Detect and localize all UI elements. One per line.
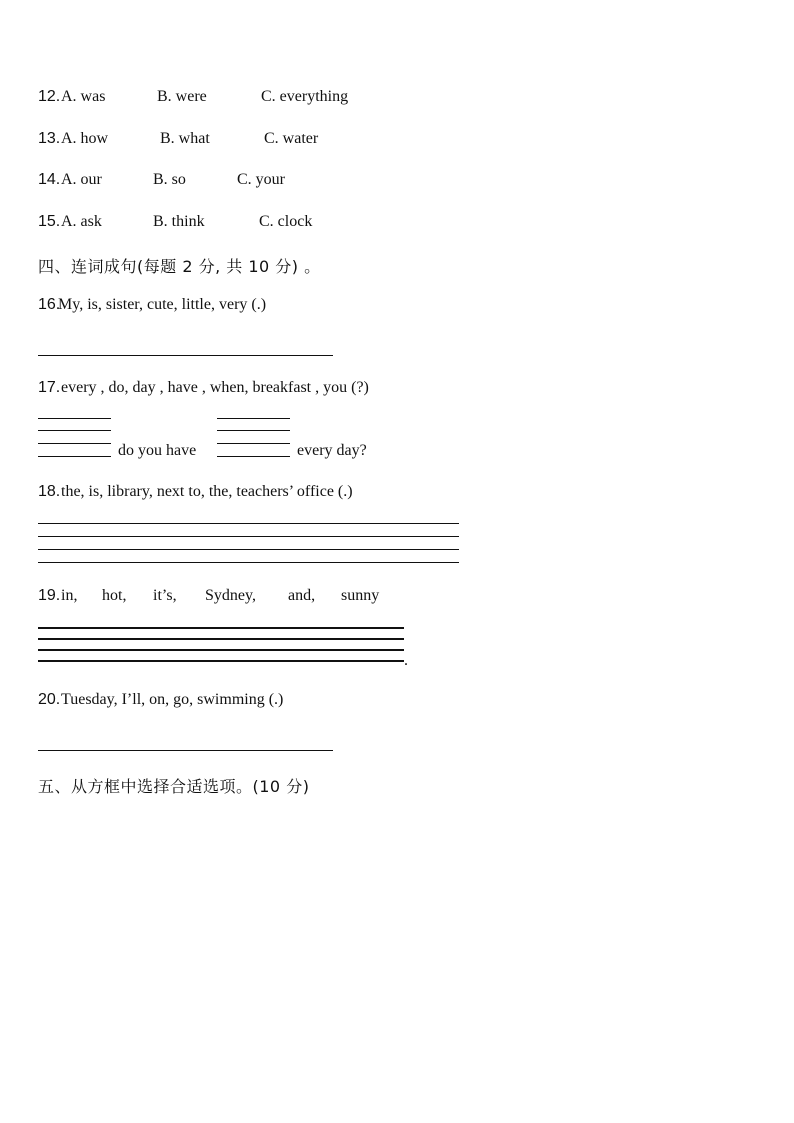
answer-line[interactable] bbox=[38, 750, 333, 751]
section-five-heading: 五、从方框中选择合适选项。(10 分) bbox=[38, 777, 310, 796]
answer-line[interactable] bbox=[217, 418, 290, 419]
question-number: 18. bbox=[38, 483, 61, 500]
scrambled-word: and, bbox=[288, 587, 316, 604]
option-b: B. what bbox=[160, 130, 210, 147]
end-period: . bbox=[404, 652, 408, 669]
answer-line[interactable] bbox=[38, 355, 333, 356]
answer-line[interactable] bbox=[38, 660, 404, 662]
option-b: B. think bbox=[153, 213, 205, 230]
scrambled-word: it’s, bbox=[153, 587, 177, 604]
question-number: 16. bbox=[38, 296, 61, 313]
question-number: 15. bbox=[38, 213, 61, 230]
question-number: 19. bbox=[38, 587, 61, 604]
answer-line[interactable] bbox=[38, 638, 404, 640]
scrambled-words: every , do, day , have , when, breakfast , you (?) bbox=[61, 379, 369, 396]
scrambled-words: My, is, sister, cute, little, very (.) bbox=[58, 296, 267, 313]
option-a: A. how bbox=[61, 130, 109, 147]
answer-line[interactable] bbox=[217, 443, 290, 444]
answer-line[interactable] bbox=[38, 443, 111, 444]
sentence-end-text: every day? bbox=[297, 442, 367, 459]
option-b: B. were bbox=[157, 88, 207, 105]
question-number: 12. bbox=[38, 88, 61, 105]
scrambled-words: the, is, library, next to, the, teachers’ office (.) bbox=[61, 483, 353, 500]
answer-line[interactable] bbox=[38, 536, 459, 537]
option-c: C. everything bbox=[261, 88, 349, 105]
scrambled-word: in, bbox=[61, 587, 78, 604]
answer-line[interactable] bbox=[38, 562, 459, 563]
answer-line[interactable] bbox=[38, 418, 111, 419]
option-c: C. water bbox=[264, 130, 319, 147]
answer-line[interactable] bbox=[38, 430, 111, 431]
scrambled-word: sunny bbox=[341, 587, 380, 604]
scrambled-words: Tuesday, I’ll, on, go, swimming (.) bbox=[61, 691, 284, 708]
option-a: A. was bbox=[61, 88, 106, 105]
answer-line[interactable] bbox=[38, 523, 459, 524]
answer-line[interactable] bbox=[217, 456, 290, 457]
option-a: A. our bbox=[61, 171, 102, 188]
option-c: C. your bbox=[237, 171, 285, 188]
option-b: B. so bbox=[153, 171, 186, 188]
question-number: 13. bbox=[38, 130, 61, 147]
question-number: 20. bbox=[38, 691, 61, 708]
option-a: A. ask bbox=[61, 213, 102, 230]
section-four-heading: 四、连词成句(每题 2 分, 共 10 分) 。 bbox=[38, 257, 321, 276]
answer-line[interactable] bbox=[38, 627, 404, 629]
answer-line[interactable] bbox=[217, 430, 290, 431]
answer-line[interactable] bbox=[38, 456, 111, 457]
answer-line[interactable] bbox=[38, 549, 459, 550]
sentence-middle-text: do you have bbox=[118, 442, 197, 459]
option-c: C. clock bbox=[259, 213, 313, 230]
scrambled-word: Sydney, bbox=[205, 587, 256, 604]
scrambled-word: hot, bbox=[102, 587, 127, 604]
answer-line[interactable] bbox=[38, 649, 404, 651]
question-number: 14. bbox=[38, 171, 61, 188]
question-number: 17. bbox=[38, 379, 61, 396]
